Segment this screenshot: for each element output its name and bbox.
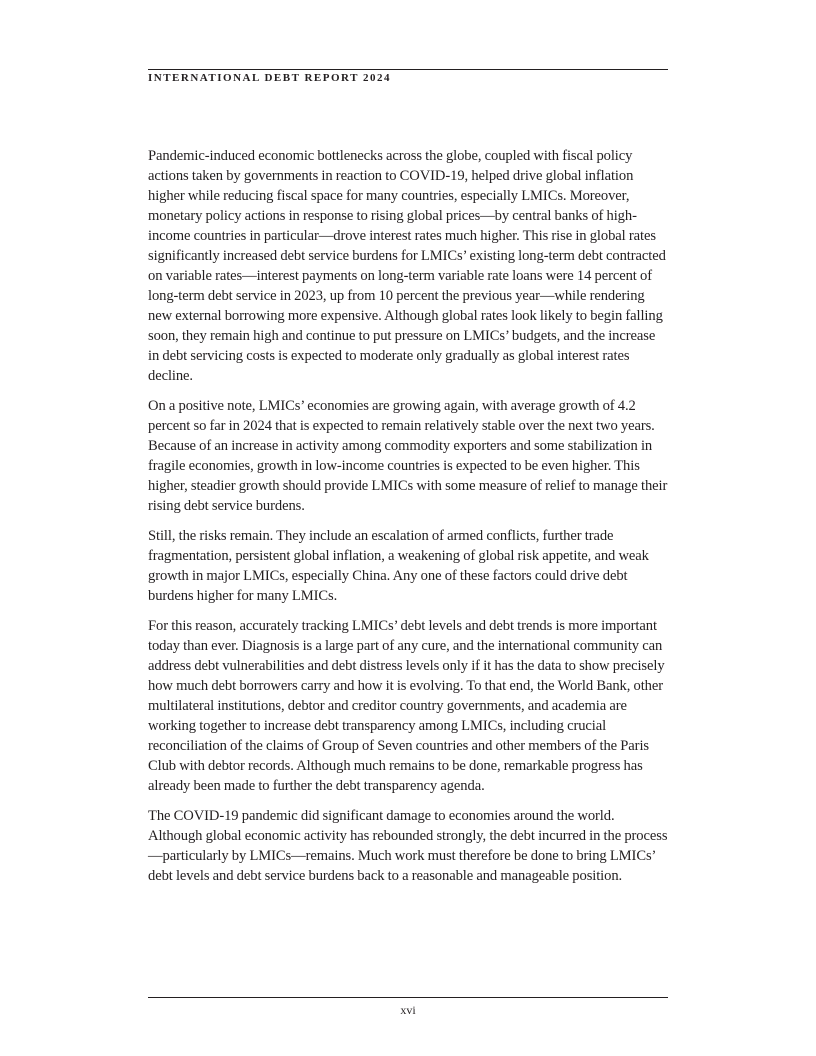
paragraph: Still, the risks remain. They include an escalation of armed conflicts, further trade fragmentation, persistent global inflation, a weakening of global risk appetite, and weak growth in major LMICs, especially China. Any one of these factors could drive debt burdens higher for many LMICs. bbox=[148, 528, 649, 604]
paragraph: On a positive note, LMICs’ economies are growing again, with average growth of 4.2 percent so far in 2024 that is expected to remain relatively stable over the next two years. Because of an increase in activity among commodity exporters and some stabilization in fragile economies, growth in low-income countries is expected to be even higher. This higher, steadier growth should provide LMICs with some measure of relief to manage their rising debt service burdens. bbox=[148, 398, 668, 514]
footer-rule bbox=[148, 997, 668, 998]
running-head: INTERNATIONAL DEBT REPORT 2024 bbox=[148, 72, 391, 84]
paragraph: Pandemic-induced economic bottlenecks across the globe, coupled with fiscal policy actions taken by governments in reaction to COVID-19, helped drive global inflation higher while reducing fiscal space for many countries, especially LMICs. Moreover, monetary policy actions in response to rising global prices—by central banks of high-income countries in particular—drove interest rates much higher. This rise in global rates significantly increased debt service burdens for LMICs’ existing long-term debt contracted on variable rates—interest payments on long-term variable rate loans were 14 percent of long-term debt service in 2023, up from 10 percent the previous year—while rendering new external borrowing more expensive. Although global rates look likely to begin falling soon, they remain high and continue to put pressure on LMICs’ budgets, and the increase in debt servicing costs is expected to moderate only gradually as global interest rates decline. bbox=[148, 148, 666, 384]
paragraph: The COVID-19 pandemic did significant damage to economies around the world. Although global economic activity has rebounded strongly, the debt incurred in the process—particularly by LMICs—remains. Much work must therefore be done to bring LMICs’ debt levels and debt service burdens back to a reasonable and manageable position. bbox=[148, 808, 668, 884]
header-rule bbox=[148, 69, 668, 70]
body-text bbox=[148, 146, 668, 896]
paragraph: For this reason, accurately tracking LMICs’ debt levels and debt trends is more important today than ever. Diagnosis is a large part of any cure, and the international community can address debt vulnerabilities and debt distress levels only if it has the data to show precisely how much debt borrowers carry and how it is evolving. To that end, the World Bank, other multilateral institutions, debtor and creditor country governments, and academia are working together to increase debt transparency among LMICs, including crucial reconciliation of the claims of Group of Seven countries and other members of the Paris Club with debtor records. Although much remains to be done, remarkable progress has already been made to further the debt transparency agenda. bbox=[148, 618, 665, 794]
page-number: xvi bbox=[400, 1003, 416, 1017]
